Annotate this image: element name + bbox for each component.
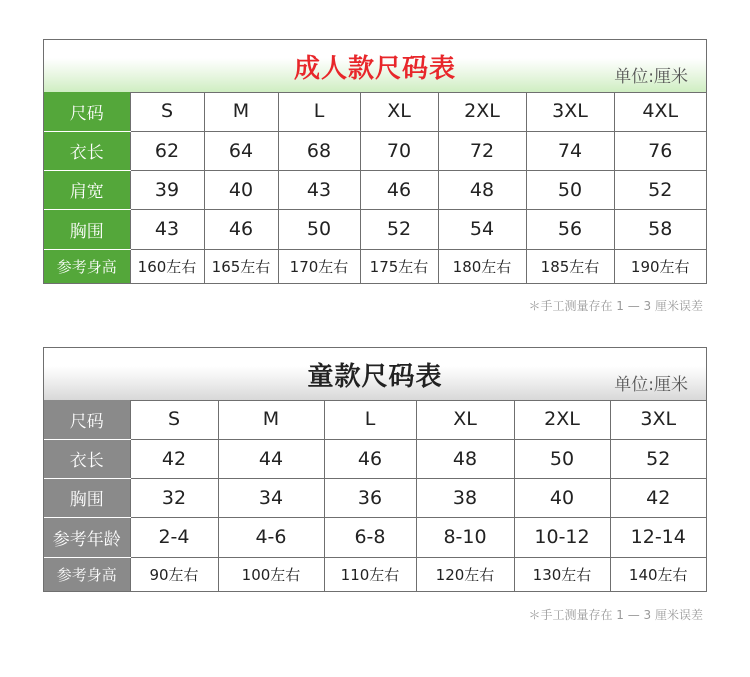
table-cell: 44 (218, 439, 324, 478)
table-cell: 48 (416, 439, 514, 478)
adult-size-chart (43, 39, 707, 284)
table-cell: 8-10 (416, 517, 514, 557)
table-row (44, 478, 706, 517)
adult-chart-unit: 单位:厘米 (614, 67, 688, 87)
kids-chart-header (44, 348, 706, 401)
table-cell: 72 (438, 131, 526, 170)
table-cell: 10-12 (514, 517, 610, 557)
table-row (44, 557, 706, 591)
table-cell: 175左右 (360, 249, 438, 283)
table-cell: 46 (360, 170, 438, 209)
table-cell: 90左右 (130, 557, 218, 591)
table-cell: 58 (614, 209, 706, 249)
row-label: 尺码 (44, 400, 130, 439)
table-row (44, 439, 706, 478)
table-cell: 170左右 (278, 249, 360, 283)
kids-chart-unit: 单位:厘米 (614, 375, 688, 395)
table-cell: 76 (614, 131, 706, 170)
row-label: 衣长 (44, 131, 130, 170)
row-label: 参考身高 (44, 249, 130, 283)
table-cell: 130左右 (514, 557, 610, 591)
table-row (44, 170, 706, 209)
row-label: 参考年龄 (44, 517, 130, 557)
table-cell: 39 (130, 170, 204, 209)
table-row (44, 209, 706, 249)
table-cell: 43 (130, 209, 204, 249)
table-cell: 46 (204, 209, 278, 249)
table-cell: 62 (130, 131, 204, 170)
table-cell: 34 (218, 478, 324, 517)
table-row (44, 400, 706, 439)
table-cell: S (130, 400, 218, 439)
table-cell: 40 (514, 478, 610, 517)
table-cell: 40 (204, 170, 278, 209)
table-row (44, 517, 706, 557)
table-cell: 36 (324, 478, 416, 517)
table-cell: 110左右 (324, 557, 416, 591)
table-cell: 185左右 (526, 249, 614, 283)
table-cell: 160左右 (130, 249, 204, 283)
table-cell: 54 (438, 209, 526, 249)
kids-size-table (44, 400, 706, 591)
table-cell: 50 (514, 439, 610, 478)
table-cell: 190左右 (614, 249, 706, 283)
table-cell: 74 (526, 131, 614, 170)
kids-size-chart (43, 347, 707, 592)
adult-measurement-note: ＊手工测量存在 1 — 3 厘米误差 (528, 299, 703, 313)
adult-chart-header (44, 40, 706, 93)
row-label: 衣长 (44, 439, 130, 478)
row-label: 参考身高 (44, 557, 130, 591)
table-row (44, 92, 706, 131)
table-cell: 2XL (438, 92, 526, 131)
table-cell: 42 (610, 478, 706, 517)
adult-chart-title: 成人款尺码表 (293, 54, 456, 84)
table-cell: 4-6 (218, 517, 324, 557)
table-cell: 64 (204, 131, 278, 170)
table-cell: XL (360, 92, 438, 131)
table-cell: 46 (324, 439, 416, 478)
table-cell: 2XL (514, 400, 610, 439)
row-label: 尺码 (44, 92, 130, 131)
table-cell: 42 (130, 439, 218, 478)
table-cell: M (218, 400, 324, 439)
kids-measurement-note: ＊手工测量存在 1 — 3 厘米误差 (528, 608, 703, 622)
table-cell: 4XL (614, 92, 706, 131)
table-cell: 32 (130, 478, 218, 517)
row-label: 胸围 (44, 478, 130, 517)
table-cell: 3XL (526, 92, 614, 131)
table-row (44, 249, 706, 283)
table-cell: 120左右 (416, 557, 514, 591)
table-cell: 38 (416, 478, 514, 517)
table-cell: 2-4 (130, 517, 218, 557)
table-cell: 48 (438, 170, 526, 209)
table-row (44, 131, 706, 170)
table-cell: 140左右 (610, 557, 706, 591)
table-cell: 165左右 (204, 249, 278, 283)
table-cell: M (204, 92, 278, 131)
table-cell: 180左右 (438, 249, 526, 283)
table-cell: 68 (278, 131, 360, 170)
table-cell: 70 (360, 131, 438, 170)
row-label: 肩宽 (44, 170, 130, 209)
table-cell: 50 (278, 209, 360, 249)
row-label: 胸围 (44, 209, 130, 249)
table-cell: 52 (360, 209, 438, 249)
table-cell: 50 (526, 170, 614, 209)
table-cell: S (130, 92, 204, 131)
table-cell: 100左右 (218, 557, 324, 591)
table-cell: 43 (278, 170, 360, 209)
kids-chart-title: 童款尺码表 (307, 362, 443, 392)
adult-size-table (44, 92, 706, 283)
table-cell: L (324, 400, 416, 439)
table-cell: 12-14 (610, 517, 706, 557)
table-cell: 56 (526, 209, 614, 249)
table-cell: 52 (610, 439, 706, 478)
table-cell: 6-8 (324, 517, 416, 557)
table-cell: 3XL (610, 400, 706, 439)
table-cell: XL (416, 400, 514, 439)
table-cell: L (278, 92, 360, 131)
table-cell: 52 (614, 170, 706, 209)
